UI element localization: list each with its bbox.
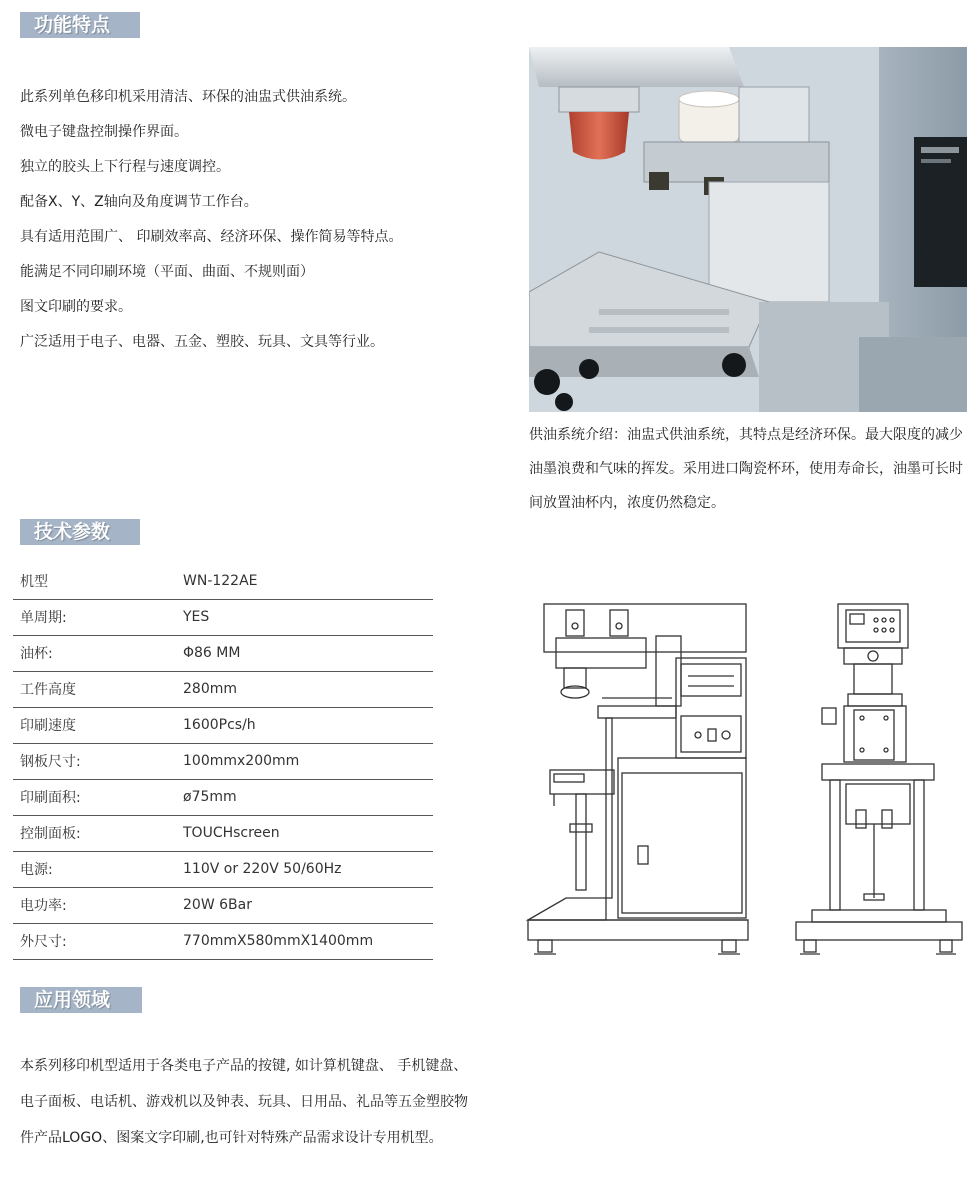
spec-value: Φ86 MM xyxy=(183,635,433,671)
spec-table xyxy=(13,563,433,960)
front-view-drawing xyxy=(796,604,962,954)
table-row xyxy=(13,851,433,887)
spec-value: 1600Pcs/h xyxy=(183,707,433,743)
front-side-views-illustration xyxy=(526,598,971,960)
spec-label: 油杯: xyxy=(13,635,183,671)
feature-list xyxy=(20,80,500,360)
spec-value: ø75mm xyxy=(183,779,433,815)
applications-paragraph: 本系列移印机型适用于各类电子产品的按键, 如计算机键盘、 手机键盘、电子面板、电话机、游戏机以及钟表、玩具、日用品、礼品等五金塑胶物件产品LOGO、图案文字印刷,也可针对特殊产品需求设计专用机型。 xyxy=(20,1058,468,1146)
spec-label: 单周期: xyxy=(13,599,183,635)
features-section-title: 功能特点 xyxy=(20,12,140,38)
spec-value: TOUCHscreen xyxy=(183,815,433,851)
table-row xyxy=(13,707,433,743)
ink-cup-system-photo xyxy=(529,47,967,412)
spec-value: YES xyxy=(183,599,433,635)
spec-label: 工件高度 xyxy=(13,671,183,707)
spec-label: 电功率: xyxy=(13,887,183,923)
table-row xyxy=(13,743,433,779)
table-row xyxy=(13,923,433,959)
machine-closeup-illustration xyxy=(529,47,967,412)
spec-label: 钢板尺寸: xyxy=(13,743,183,779)
feature-item: 配备X、Y、Z轴向及角度调节工作台。 xyxy=(20,194,258,210)
table-row xyxy=(13,671,433,707)
table-row xyxy=(13,563,433,599)
spec-value: 280mm xyxy=(183,671,433,707)
table-row xyxy=(13,815,433,851)
feature-item: 广泛适用于电子、电器、五金、塑胶、玩具、文具等行业。 xyxy=(20,334,384,350)
side-view-drawing xyxy=(528,604,748,954)
spec-value: WN-122AE xyxy=(183,563,433,599)
feature-item: 能满足不同印刷环境（平面、曲面、不规则面） xyxy=(20,264,314,280)
feature-item: 微电子键盘控制操作界面。 xyxy=(20,124,188,140)
table-row xyxy=(13,887,433,923)
spec-value: 20W 6Bar xyxy=(183,887,433,923)
spec-label: 印刷速度 xyxy=(13,707,183,743)
feature-item: 此系列单色移印机采用清洁、环保的油盅式供油系统。 xyxy=(20,89,356,105)
feature-item: 具有适用范围广、 印刷效率高、经济环保、操作简易等特点。 xyxy=(20,229,403,245)
spec-value: 110V or 220V 50/60Hz xyxy=(183,851,433,887)
feature-item: 图文印刷的要求。 xyxy=(20,299,132,315)
table-row xyxy=(13,599,433,635)
feature-item: 独立的胶头上下行程与速度调控。 xyxy=(20,159,230,175)
table-row xyxy=(13,779,433,815)
spec-label: 印刷面积: xyxy=(13,779,183,815)
spec-value: 770mmX580mmX1400mm xyxy=(183,923,433,959)
spec-label: 电源: xyxy=(13,851,183,887)
spec-label: 机型 xyxy=(13,563,183,599)
table-row xyxy=(13,635,433,671)
spec-label: 外尺寸: xyxy=(13,923,183,959)
machine-line-drawing xyxy=(526,598,971,960)
spec-label: 控制面板: xyxy=(13,815,183,851)
specs-section-title: 技术参数 xyxy=(20,519,140,545)
ink-system-caption: 供油系统介绍：油盅式供油系统，其特点是经济环保。最大限度的减少油墨浪费和气味的挥发。采用进口陶瓷杯环，使用寿命长，油墨可长时间放置油杯内，浓度仍然稳定。 xyxy=(529,427,963,511)
applications-section-title: 应用领域 xyxy=(20,987,142,1013)
spec-value: 100mmx200mm xyxy=(183,743,433,779)
